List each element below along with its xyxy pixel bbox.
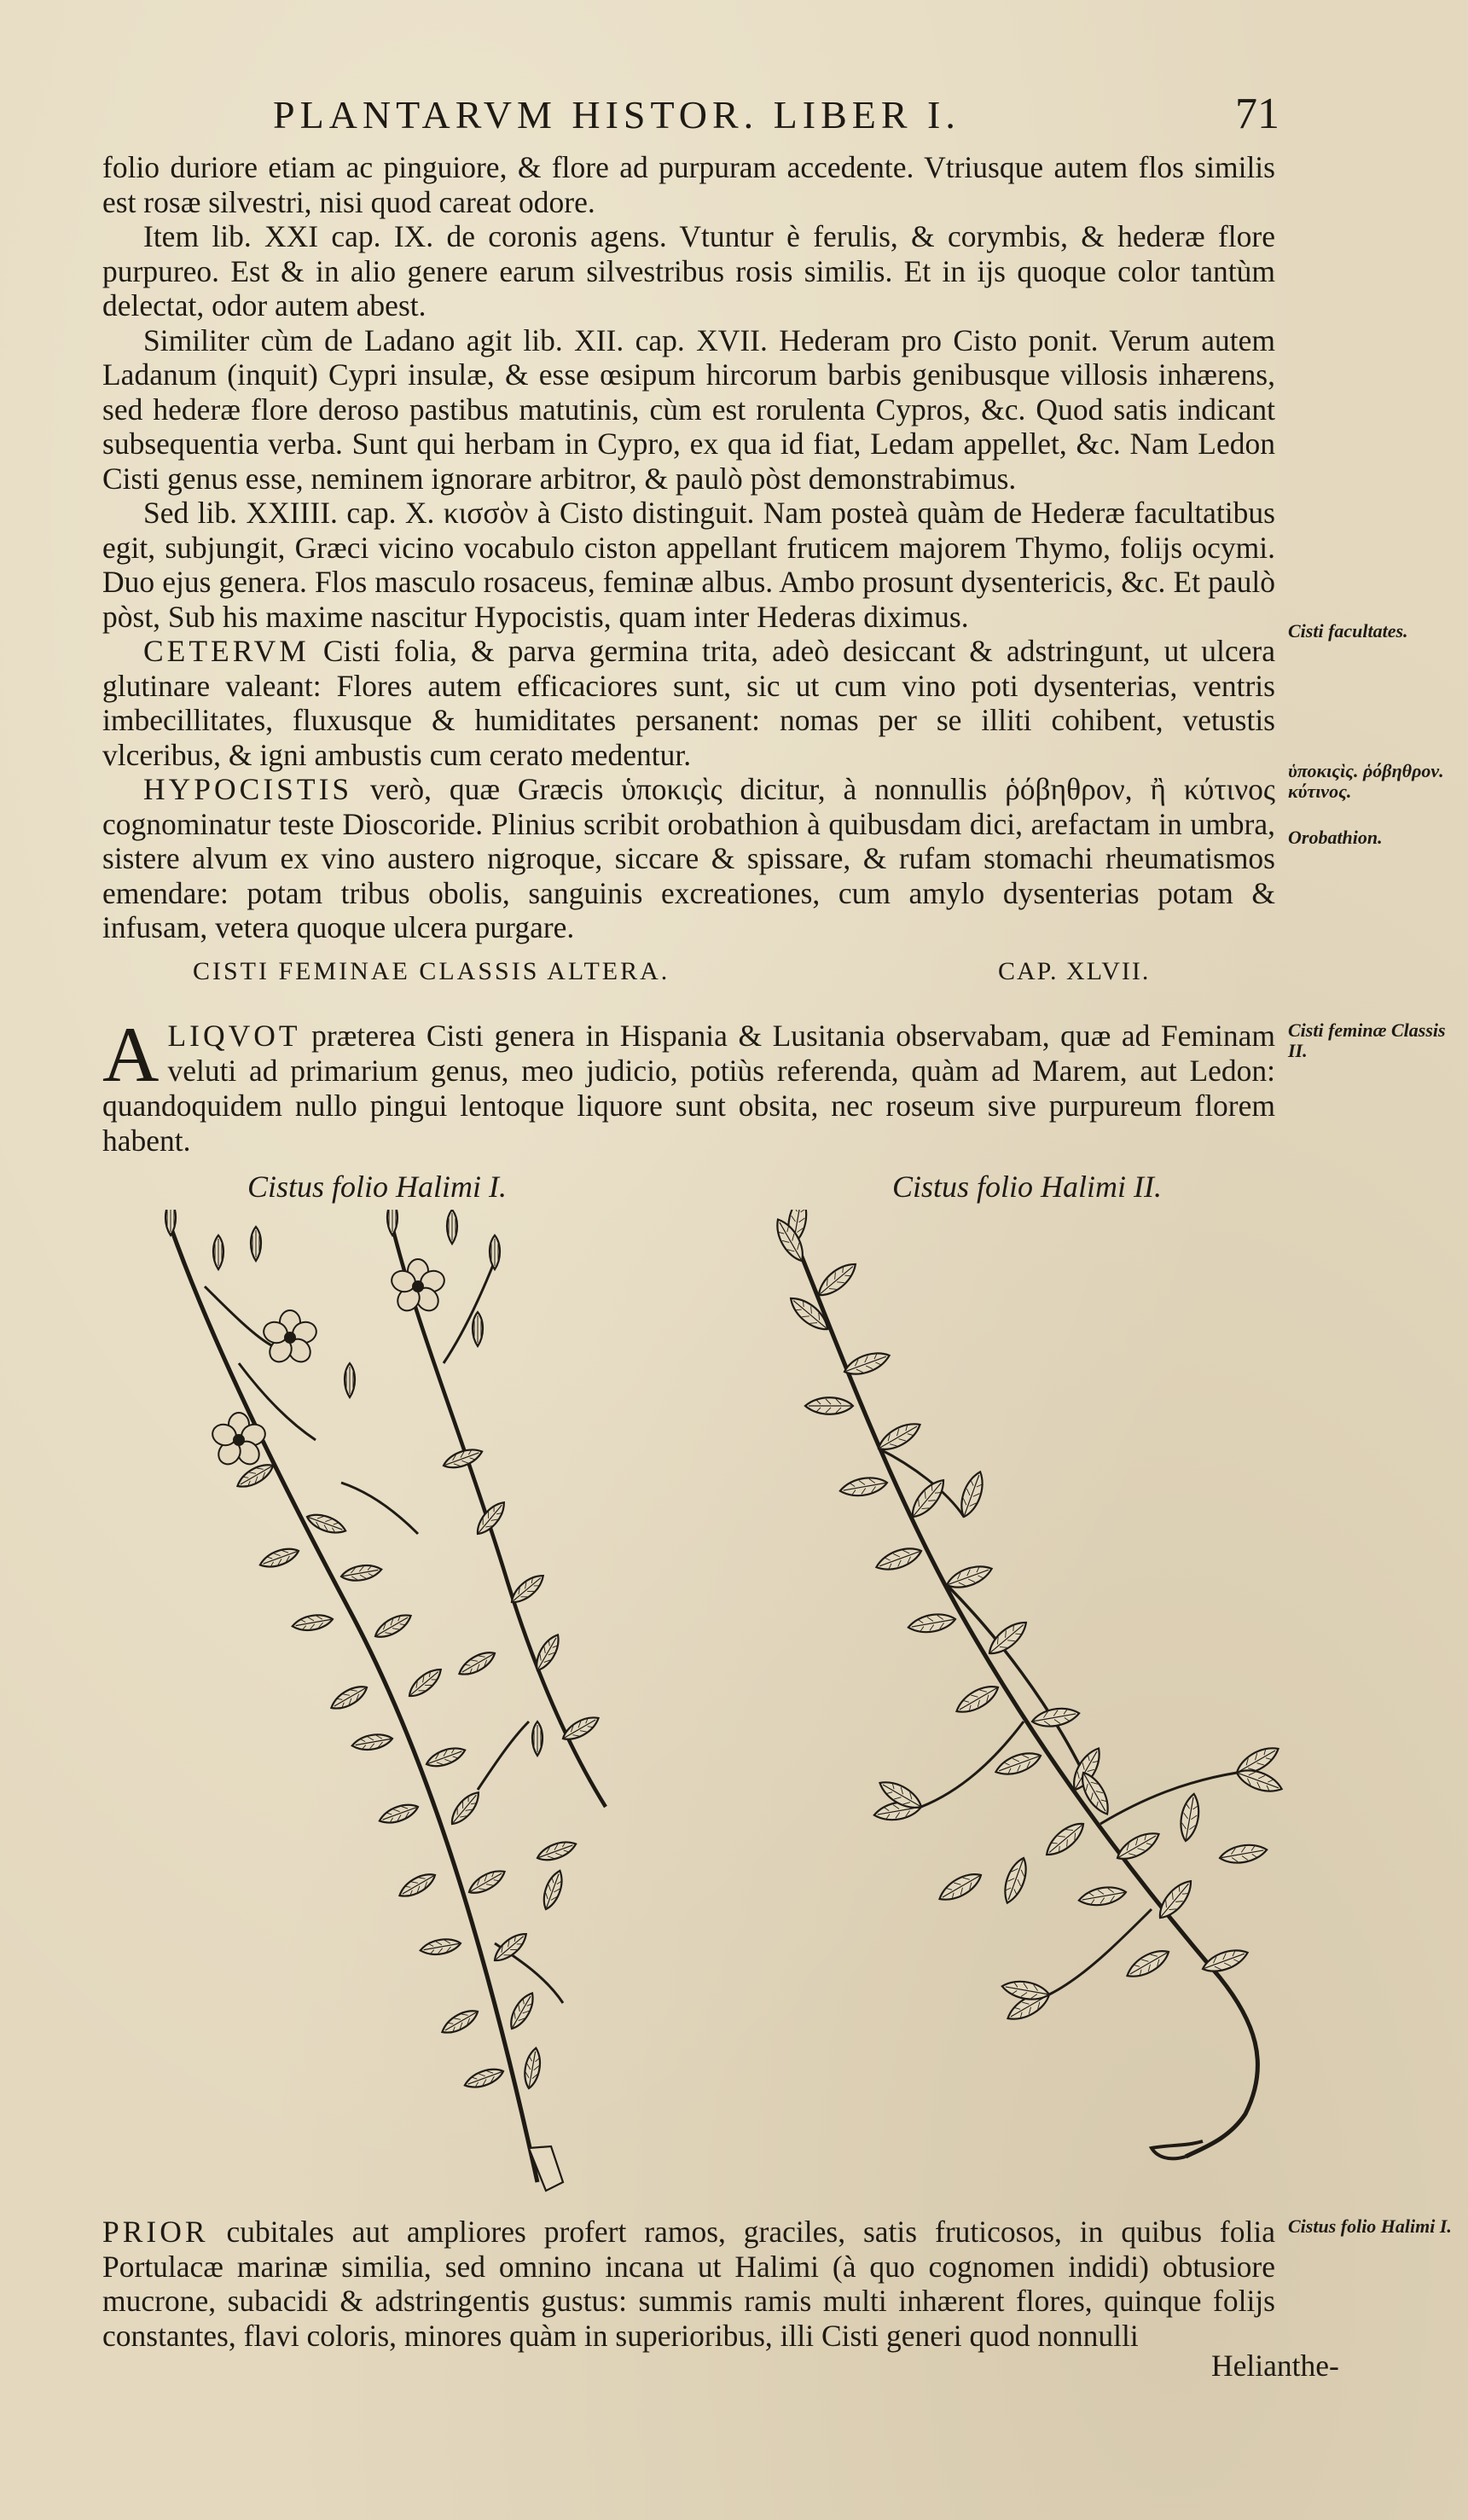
margin-note-orobathion: Orobathion.	[1288, 827, 1383, 848]
woodcut-cistus-halimi-2	[742, 1210, 1322, 2182]
chapter-heading: CISTI FEMINAE CLASSIS ALTERA.	[193, 957, 670, 985]
upper-text-block	[102, 150, 1275, 945]
paragraph-3: Similiter cùm de Ladano agit lib. XII. cap. XVII. Hederam pro Cisto ponit. Verum autem Ladanum (inquit) Cypri insulæ, & esse œsipum hircorum barbis genibusque villosis inhærens, sed hederæ flore deroso pastibus matutinis, cùm est rorulenta Cypros, &c. Quod satis indicant subsequentia verba. Sunt qui herbam in Cypro, ex qua id fiat, Ledam appellet, &c. Nam Ledon Cisti genus esse, neminem ignorare arbitror, & paulò pòst demonstrabimus.	[102, 322, 1275, 496]
paragraph-6-text: verò, quæ Græcis ὑποκιςὶς dicitur, à nonnullis ῥόβηθρον, ἢ κύτινος cognominatur teste Dioscoride. Plinius scribit orobathion à quibusdam dici, arefactam in umbra, sistere alvum ex vino austero nigroque, siccare & spissare, & rufam stomachi rheumatismos emendare: potam tribus obolis, sanguinis excreationes, cum amylo dysenterias potam & infusam, vetera quoque ulcera purgare.	[102, 772, 1275, 944]
chapter-intro	[102, 1011, 1275, 1158]
description-lead: PRIOR	[102, 2215, 209, 2249]
paragraph-5	[102, 634, 1275, 772]
page-header	[273, 92, 1279, 152]
margin-note-greek-names: ὑποκιςὶς. ῥόβηθρον. κύτινος.	[1288, 760, 1444, 802]
margin-note-cisti-feminae: Cisti feminæ Classis II.	[1288, 1019, 1446, 1061]
figure-caption-right: Cistus folio Halimi II.	[892, 1170, 1163, 1204]
description-text	[102, 2215, 1275, 2353]
catchword: Helianthe-	[1211, 2349, 1339, 2383]
description-body: cubitales aut ampliores profert ramos, graciles, satis fruticosos, in quibus folia Portulacæ marinæ similia, sed omnino incana ut Halimi (à quo cognomen indidi) obtusiore mucrone, subacidi & adstringentis gustus: summis ramis multi inhærent flores, quinque folijs constantes, flavi coloris, minores quàm in superioribus, illi Cisti generi quod nonnulli	[102, 2215, 1275, 2353]
chapter-heading-row	[193, 957, 1199, 995]
drop-cap: A	[102, 1011, 160, 1098]
intro-lead: LIQVOT	[167, 1019, 301, 1053]
margin-note-cistus-halimi: Cistus folio Halimi I.	[1288, 2215, 1452, 2237]
paragraph-5-text: Cisti folia, & parva germina trita, adeò desiccant & adstringunt, ut ulcera glutinare valeant: Flores autem efficaciores sunt, sic ut cum vino poti dysenterias, ventris imbecillitates, fluxusque & humiditates persanent: nomas per se illiti cohibent, vetustis vlceribus, & igni ambustis cum cerato medentur.	[102, 634, 1275, 772]
paragraph-2: Item lib. XXI cap. IX. de coronis agens. Vtuntur è ferulis, & corymbis, & hederæ flore purpureo. Est & in alio genere earum silvestribus rosis similis. Et in ijs quoque color tantùm delectat, odor autem abest.	[102, 219, 1275, 322]
figure-caption-left: Cistus folio Halimi I.	[247, 1170, 508, 1204]
intro-text: præterea Cisti genera in Hispania & Lusitania observabam, quæ ad Feminam veluti ad primarium genus, meo judicio, potiùs referenda, quàm ad Marem, aut Ledon: quandoquidem nullo pingui lentoque liquore sunt obsita, nec roseum sive purpureum florem habent.	[102, 1019, 1275, 1158]
paragraph-6-lead: HYPOCISTIS	[143, 772, 353, 806]
margin-note-facultates: Cisti facultates.	[1288, 620, 1408, 642]
woodcut-cistus-halimi-1-image	[136, 1210, 717, 2199]
chapter-number: CAP. XLVII.	[998, 957, 1151, 985]
paragraph-5-lead: CETERVM	[143, 634, 310, 668]
paragraph-4: Sed lib. XXIIII. cap. X. κισσὸν à Cisto distinguit. Nam posteà quàm de Hederæ facultatibus egit, subjungit, Græci vicino vocabulo ciston appellant fruticem majorem Thymo, folijs ocymi. Duo ejus genera. Flos masculo rosaceus, feminæ albus. Ambo prosunt dysentericis, &c. Et paulò pòst, Sub his maxime nascitur Hypocistis, quam inter Hederas diximus.	[102, 496, 1275, 634]
paragraph-1: folio duriore etiam ac pinguiore, & flore ad purpuram accedente. Vtriusque autem flos similis est rosæ silvestri, nisi quod careat odore.	[102, 150, 1275, 219]
woodcut-cistus-halimi-1	[136, 1210, 717, 2199]
page-number: 71	[1235, 90, 1279, 138]
paragraph-6	[102, 772, 1275, 945]
woodcut-cistus-halimi-2-image	[742, 1210, 1322, 2182]
running-title: PLANTARVM HISTOR. LIBER I.	[273, 93, 960, 136]
